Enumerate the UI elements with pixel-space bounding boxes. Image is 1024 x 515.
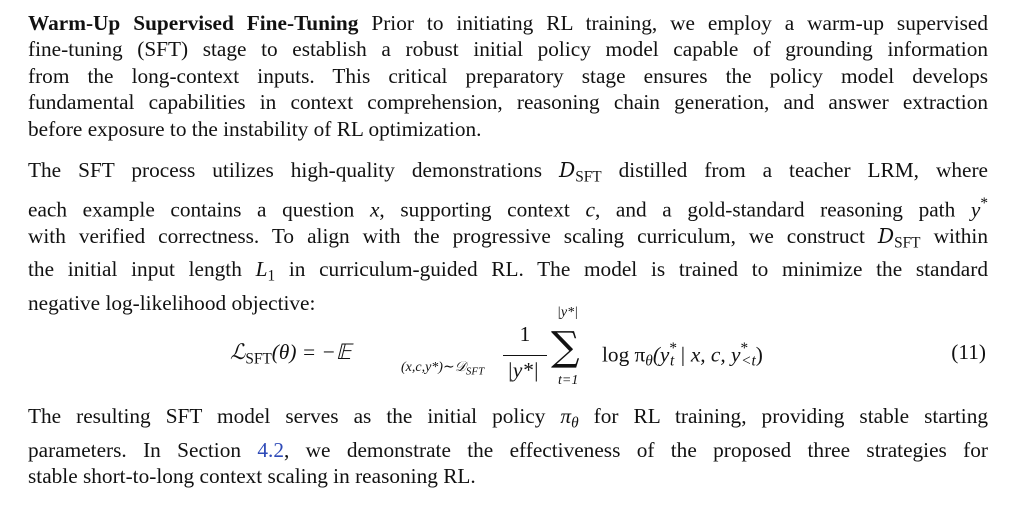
- text-span: The SFT process utilizes high-quality demonstrations: [28, 158, 542, 182]
- math-subscript: 1: [267, 267, 276, 285]
- text-span: Prior to initiating RL training, we employ a warm-up supervised: [371, 11, 989, 35]
- math-subscript: SFT: [894, 233, 921, 251]
- text-line: before exposure to the instability of RL optimization.: [28, 116, 482, 141]
- math-D: D: [877, 223, 895, 248]
- math-subscript: θ: [645, 352, 653, 370]
- paragraph-result: [28, 403, 988, 490]
- math-subscript: SFT: [465, 365, 485, 378]
- section-link[interactable]: 4.2: [257, 437, 284, 462]
- text-line: [28, 10, 988, 36]
- text-line: [28, 223, 988, 257]
- text-line: [28, 256, 988, 290]
- math-c: c: [585, 197, 595, 222]
- text-line: [28, 157, 988, 191]
- text-line: [28, 437, 988, 463]
- text-span: the initial input length: [28, 257, 242, 282]
- equation-lhs: [230, 340, 351, 368]
- text-line: fundamental capabilities in context comprehension, reasoning chain generation, and answer extraction: [28, 90, 988, 115]
- text-span: , supporting context: [379, 197, 570, 222]
- math-pi: π: [560, 404, 572, 428]
- math-subscript: SFT: [575, 168, 602, 186]
- fraction-bar: [503, 355, 547, 356]
- math-text: (y: [652, 342, 670, 367]
- text-span: , and a gold-standard reasoning path: [594, 197, 956, 222]
- math-text: log π: [602, 342, 646, 367]
- math-text: | x, c, y: [679, 342, 741, 367]
- math-x: x: [369, 197, 380, 222]
- equation-sft-loss: [28, 305, 988, 395]
- math-superscript: *: [740, 340, 749, 357]
- text-span: parameters. In Section: [28, 437, 242, 462]
- text-line: negative log-likelihood objective:: [28, 290, 316, 315]
- math-D: D: [558, 158, 576, 182]
- fraction-denominator: |y*|: [507, 358, 539, 382]
- math-text: (θ) = −𝔼: [271, 340, 352, 364]
- text-span: each example contains a question: [28, 197, 355, 222]
- text-line: fine-tuning (SFT) stage to establish a robust initial policy model capable of grounding information: [28, 37, 988, 62]
- text-span: for RL training, providing stable starting: [593, 404, 988, 428]
- expectation-subscript: [401, 359, 484, 377]
- sum-symbol: ∑: [551, 324, 580, 370]
- math-subscript: t: [670, 352, 675, 370]
- math-text: ): [755, 342, 763, 367]
- paragraph-sft-process: [28, 157, 988, 316]
- sum-lower-limit: t=1: [558, 373, 579, 388]
- text-line: [28, 191, 988, 223]
- text-span: within: [933, 223, 988, 248]
- text-span: The resulting SFT model serves as the initial policy: [28, 404, 546, 428]
- paragraph-warmup-sft: [28, 10, 988, 142]
- fraction-numerator: 1: [519, 322, 531, 346]
- equation-summand: [602, 340, 763, 371]
- math-subscript: θ: [571, 414, 579, 432]
- math-text: (x,c,y*)∼𝒟: [401, 360, 466, 375]
- text-line: stable short-to-long context scaling in reasoning RL.: [28, 464, 476, 489]
- text-span: distilled from a teacher LRM, where: [618, 158, 989, 182]
- text-span: in curriculum-guided RL. The model is trained to minimize the standard: [288, 257, 989, 282]
- math-L: L: [255, 257, 268, 282]
- math-superscript: *: [980, 194, 989, 212]
- sum-upper-limit: |y*|: [557, 305, 578, 320]
- math-subscript: <t: [741, 352, 756, 370]
- text-line: from the long-context inputs. This critical preparatory stage ensures the policy model develops: [28, 63, 988, 88]
- equation-number: (11): [951, 340, 986, 364]
- text-line: [28, 403, 988, 437]
- text-span: with verified correctness. To align with the progressive scaling curriculum, we construct: [28, 223, 865, 248]
- math-symbol: ℒ: [230, 340, 246, 364]
- math-subscript: SFT: [245, 350, 272, 368]
- math-y: y: [970, 197, 981, 222]
- paragraph-heading: Warm-Up Supervised Fine-Tuning: [28, 11, 359, 35]
- text-span: , we demonstrate the effectiveness of the proposed three strategies for: [284, 437, 989, 462]
- math-superscript: *: [669, 340, 678, 357]
